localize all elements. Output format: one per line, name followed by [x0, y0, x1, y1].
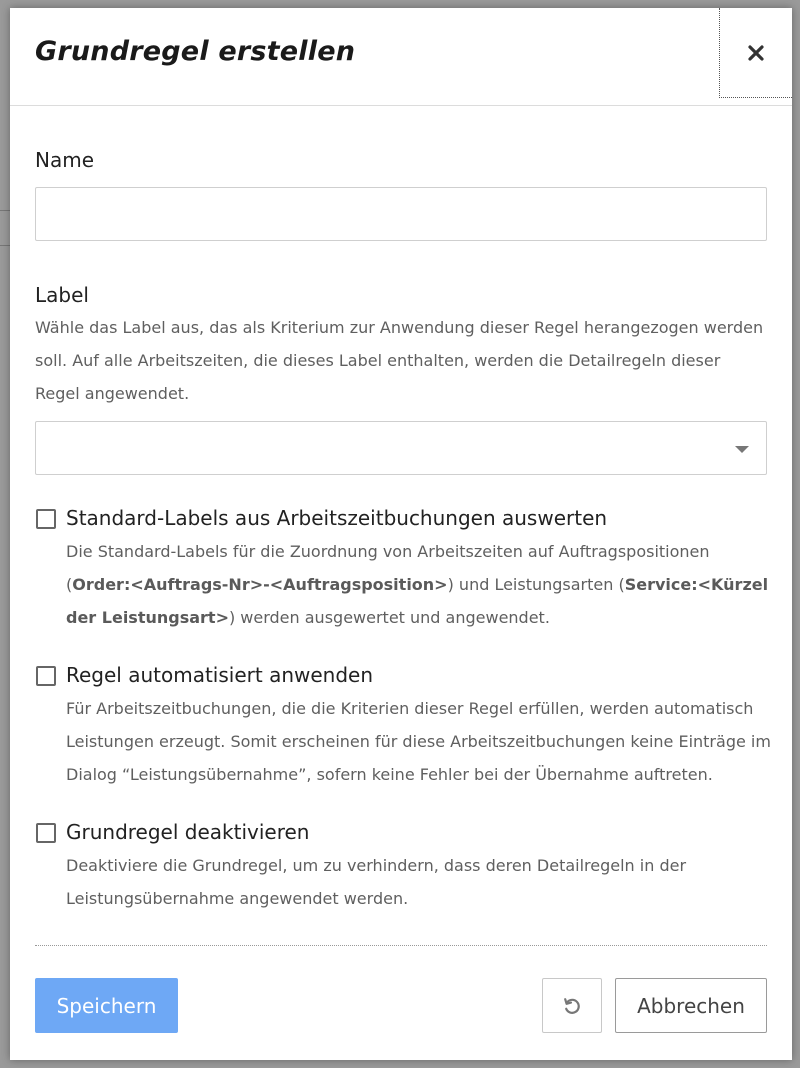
close-button[interactable]	[719, 8, 792, 98]
background-divider	[0, 210, 10, 211]
auto-apply-description: Für Arbeitszeitbuchungen, die die Kriterien dieser Regel erfüllen, werden automatisch Leistungen erzeugt. Somit erscheinen für diese Arbeitszeitbuchungen keine Einträge im Dialog “Leistungsübernahme”, sofern keine Fehler bei der Übernahme auftreten.	[66, 699, 771, 784]
deactivate-checkbox[interactable]	[36, 823, 56, 843]
reset-button[interactable]	[542, 978, 602, 1033]
dialog-header	[10, 8, 792, 106]
background-divider	[0, 245, 10, 246]
reset-icon	[562, 996, 582, 1016]
standard-labels-checkbox[interactable]	[36, 509, 56, 529]
label-field-label: Label	[35, 283, 89, 307]
cancel-button[interactable]: Abbrechen	[615, 978, 767, 1033]
label-select[interactable]	[35, 421, 767, 475]
name-label: Name	[35, 148, 95, 172]
auto-apply-checkbox[interactable]	[36, 666, 56, 686]
standard-labels-label[interactable]: Standard-Labels aus Arbeitszeitbuchungen auswerten	[66, 506, 608, 530]
label-help-text: Wähle das Label aus, das als Kriterium zur Anwendung dieser Regel herangezogen werden soll. Auf alle Arbeitszeiten, die dieses Label enthalten, werden die Detailregeln dieser Regel angewendet.	[35, 318, 764, 403]
chevron-down-icon	[735, 446, 749, 453]
dialog-title: Grundregel erstellen	[35, 36, 356, 67]
auto-apply-label[interactable]: Regel automatisiert anwenden	[66, 663, 374, 687]
deactivate-label[interactable]: Grundregel deaktivieren	[66, 820, 310, 844]
deactivate-description: Deaktiviere die Grundregel, um zu verhindern, dass deren Detailregeln in der Leistungsübernahme angewendet werden.	[66, 856, 687, 908]
footer-divider	[35, 945, 767, 946]
close-icon	[747, 44, 765, 62]
name-input[interactable]	[35, 187, 767, 241]
create-base-rule-dialog	[10, 8, 792, 1060]
standard-labels-description: Die Standard-Labels für die Zuordnung von Arbeitszeiten auf Auftragspositionen (Order:<Auftrags-Nr>-<Auftragsposition>) und Leistungsarten (Service:<Kürzel der Leistungsart>) werden ausgewertet und angewendet.	[66, 542, 769, 627]
save-button[interactable]: Speichern	[35, 978, 178, 1033]
